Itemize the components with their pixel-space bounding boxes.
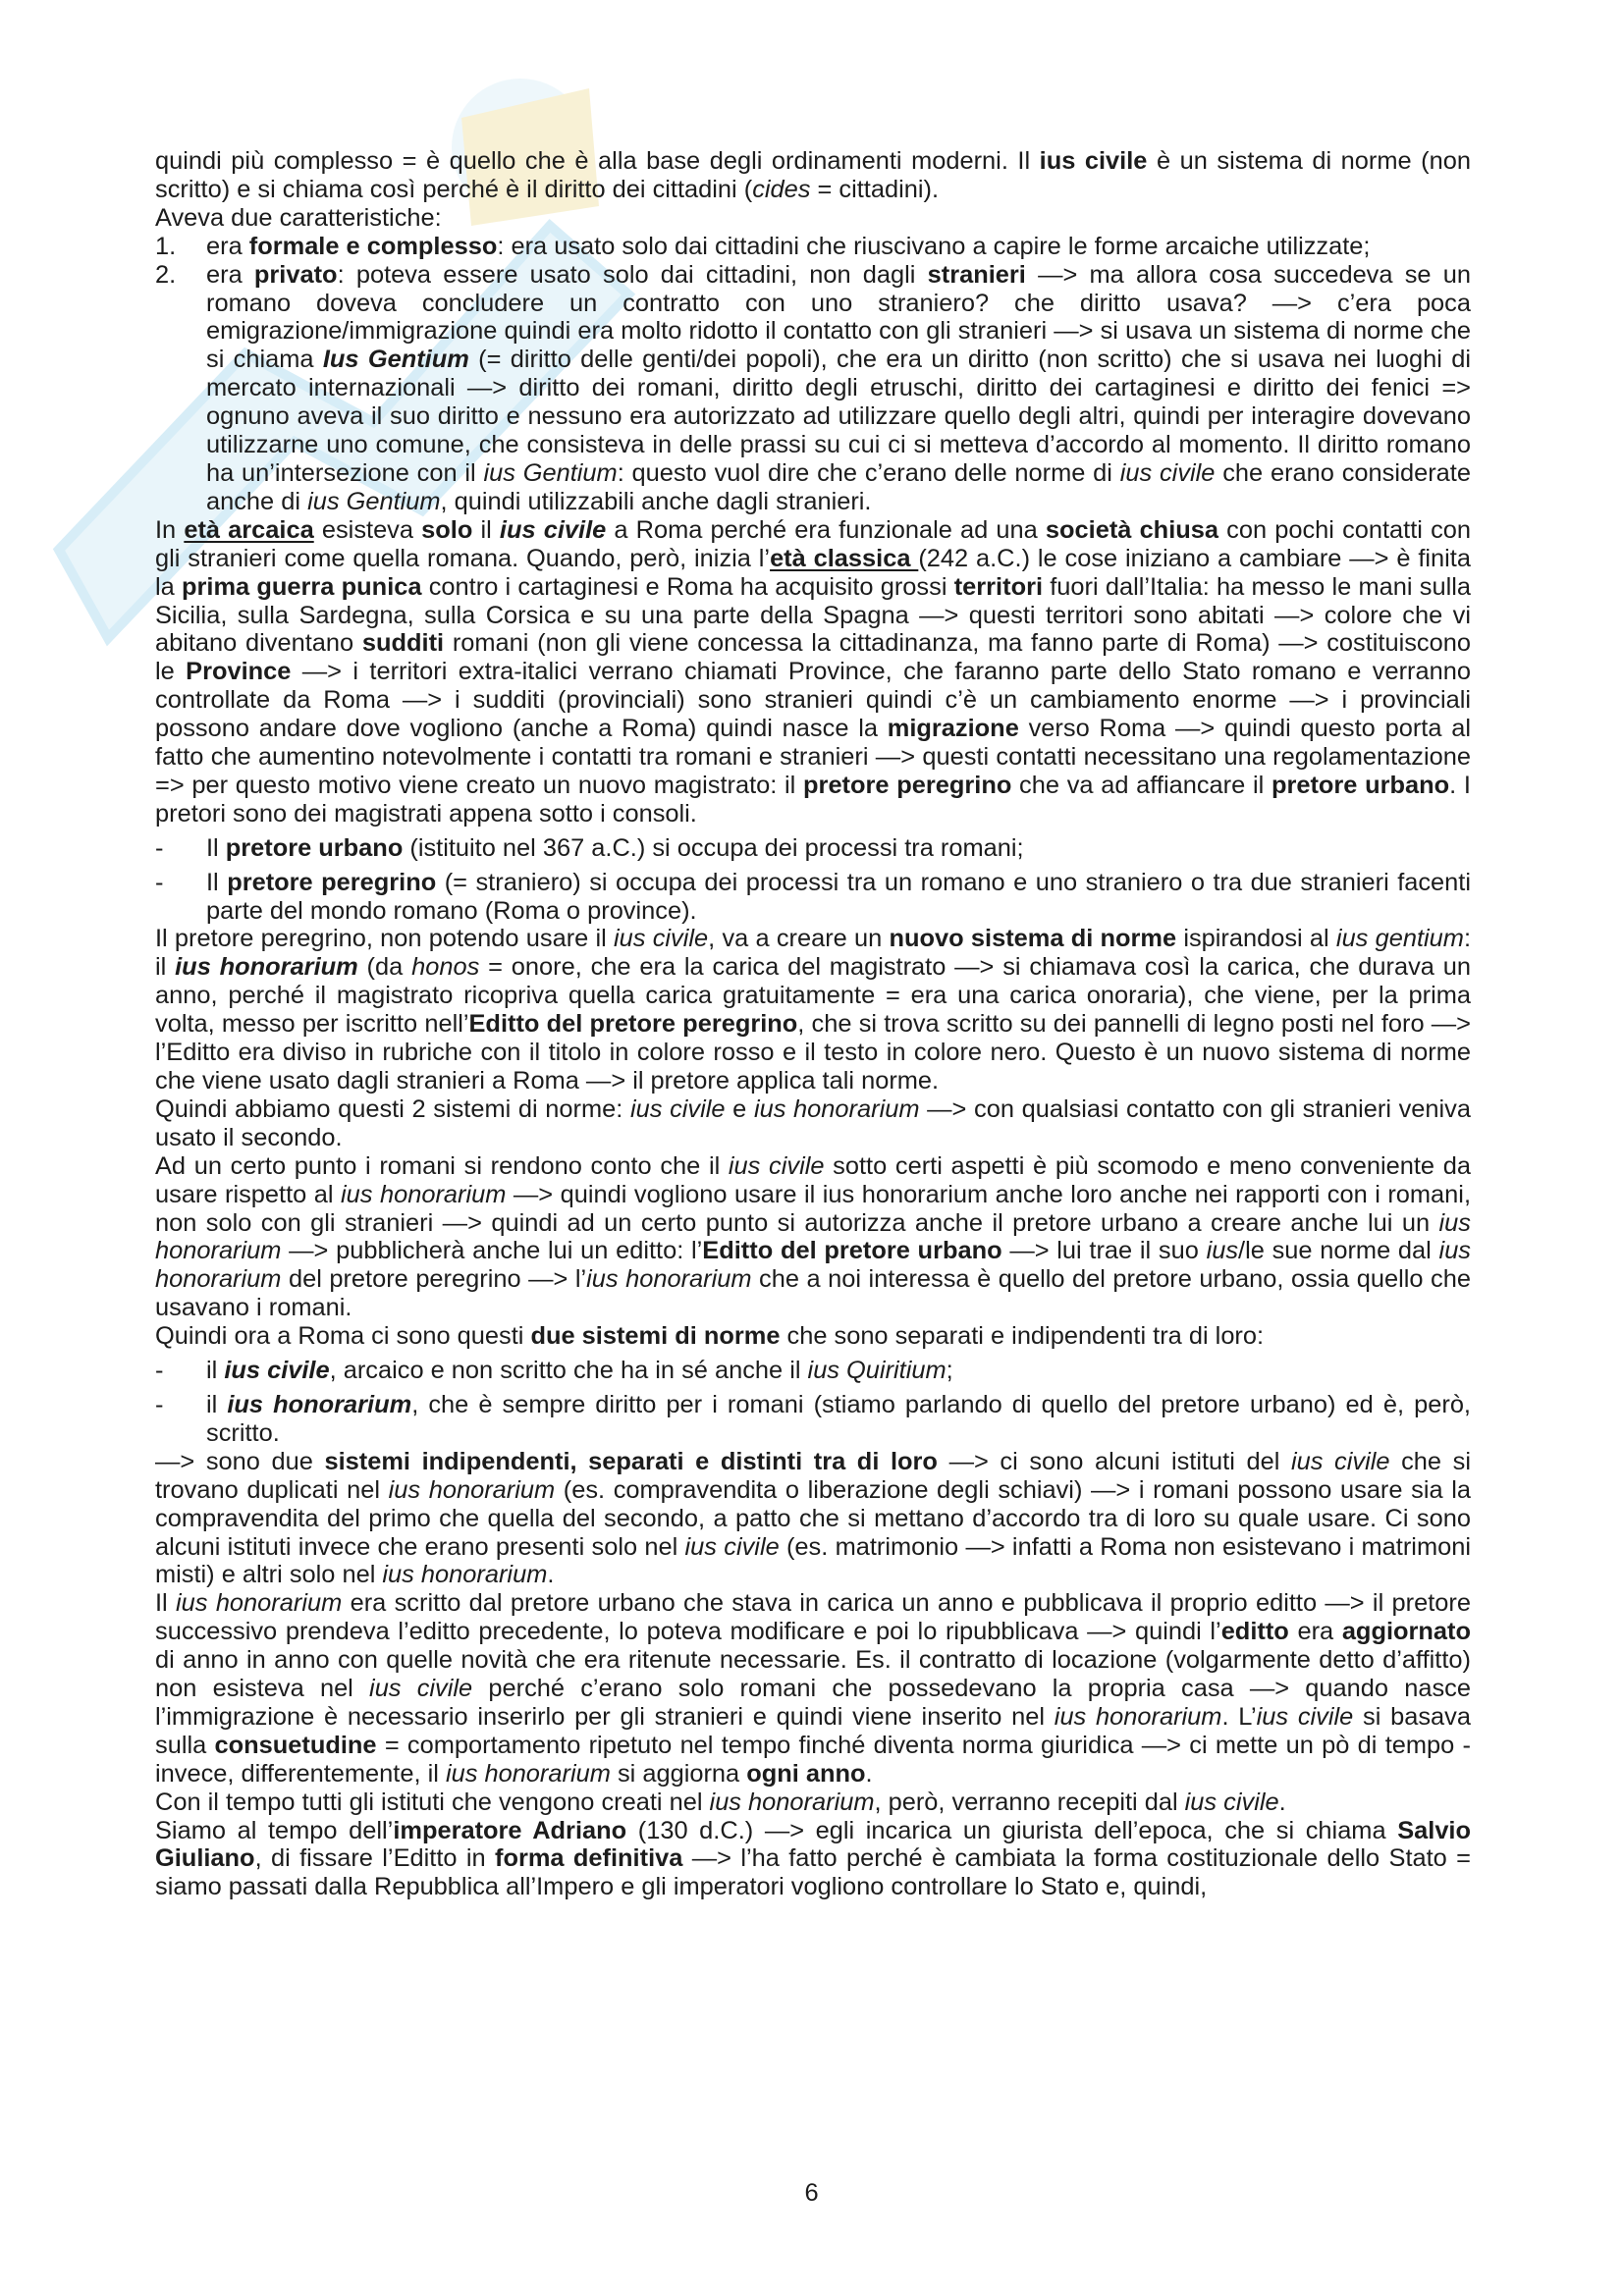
list-bullet: - (155, 868, 164, 896)
list-item: - il ius civile, arcaico e non scritto che ha in sé anche il ius Quiritium; (155, 1357, 953, 1385)
list-item: - Il pretore peregrino (= straniero) si occupa dei processi tra un romano e uno straniero o tra due stranieri facenti parte del mondo romano (Roma o province). (155, 868, 1471, 925)
paragraph: Aveva due caratteristiche: (155, 203, 442, 232)
paragraph: In età arcaica esisteva solo il ius civile a Roma perché era funzionale ad una società chiusa con pochi contatti con gli stranieri come quella romana. Quando, però, inizia l’età classica (242 a.C.) le cose iniziano a cambiare —> è finita la prima guerra punica contro i cartaginesi e Roma ha acquisito grossi territori fuori dall’Italia: ha messo le mani sulla Sicilia, sulla Sardegna, sulla Corsica e su una parte della Spagna —> questi territori sono abitati —> colore che vi abitano diventano sudditi romani (non gli viene concessa la cittadinanza, ma fanno parte di Roma) —> costituiscono le Province —> i territori extra-italici verrano chiamati Province, che faranno parte dello Stato romano e verranno controllate da Roma —> i sudditi (provinciali) sono stranieri quindi c’è un cambiamento enorme —> i provinciali possono andare dove vogliono (anche a Roma) quindi nasce la migrazione verso Roma —> quindi questo porta al fatto che aumentino notevolmente i contatti tra romani e stranieri —> questi contatti necessitano una regolamentazione => per questo motivo viene creato un nuovo magistrato: il pretore peregrino che va ad affiancare il pretore urbano. I pretori sono dei magistrati appena sotto i consoli. (155, 515, 1472, 828)
paragraph: Con il tempo tutti gli istituti che vengono creati nel ius honorarium, però, verranno recepiti dal ius civile. (155, 1788, 1286, 1816)
paragraph: Siamo al tempo dell’imperatore Adriano (130 d.C.) —> egli incarica un giurista dell’epoca, che si chiama Salvio Giuliano, di fissare l’Editto in forma definitiva —> l’ha fatto perché è cambiata la forma costituzionale dello Stato = siamo passati dalla Repubblica all’Impero e gli imperatori vogliono controllare lo Stato e, quindi, (155, 1816, 1471, 1901)
list-number: 1. (155, 232, 177, 260)
list-bullet: - (155, 1390, 164, 1418)
list-item: - Il pretore urbano (istituito nel 367 a.C.) si occupa dei processi tra romani; (155, 833, 1024, 862)
paragraph: Ad un certo punto i romani si rendono conto che il ius civile sotto certi aspetti è più scomodo e meno conveniente da usare rispetto al ius honorarium —> quindi vogliono usare il ius honorarium anche loro anche nei rapporti con i romani, non solo con gli stranieri —> quindi ad un certo punto si autorizza anche il pretore urbano a creare anche lui un ius honorarium —> pubblicherà anche lui un editto: l’Editto del pretore urbano —> lui trae il suo ius/le sue norme dal ius honorarium del pretore peregrino —> l’ius honorarium che a noi interessa è quello del pretore urbano, ossia quello che usavano i romani. (155, 1151, 1472, 1322)
paragraph: quindi più complesso = è quello che è alla base degli ordinamenti moderni. Il ius civile è un sistema di norme (non scritto) e si chiama così perché è il diritto dei cittadini (cides = cittadini). (155, 147, 1472, 203)
list-item: - il ius honorarium, che è sempre diritto per i romani (stiamo parlando di quello del pretore urbano) ed è, però, scritto. (155, 1390, 1471, 1447)
document-body (155, 147, 1471, 1901)
page-number: 6 (804, 2179, 819, 2207)
paragraph: Il pretore peregrino, non potendo usare il ius civile, va a creare un nuovo sistema di norme ispirandosi al ius gentium: il ius honorarium (da honos = onore, che era la carica del magistrato —> si chiamava così la carica, che durava un anno, perché il magistrato ricopriva quella carica gratuitamente = era una carica onoraria), che viene, per la prima volta, messo per iscritto nell’Editto del pretore peregrino, che si trova scritto su dei pannelli di legno posti nel foro —> l’Editto era diviso in rubriche con il titolo in colore rosso e il testo in colore nero. Questo è un nuovo sistema di norme che viene usato dagli stranieri a Roma —> il pretore applica tali norme. (155, 925, 1472, 1095)
paragraph: Il ius honorarium era scritto dal pretore urbano che stava in carica un anno e pubblicava il proprio editto —> il pretore successivo prendeva l’editto precedente, lo poteva modificare e poi lo ripubblicava —> quindi l’editto era aggiornato di anno in anno con quelle novità che era ritenute necessarie. Es. il contratto di locazione (volgarmente detto d’affitto) non esisteva nel ius civile perché c’erano solo romani che possedevano la propria casa —> quando nasce l’immigrazione è necessario inserirlo per gli stranieri e quindi viene inserito nel ius honorarium. L’ius civile si basava sulla consuetudine = comportamento ripetuto nel tempo finché diventa norma giuridica —> ci mette un pò di tempo - invece, differentemente, il ius honorarium si aggiorna ogni anno. (155, 1589, 1472, 1788)
paragraph: Quindi abbiamo questi 2 sistemi di norme: ius civile e ius honorarium —> con qualsiasi contatto con gli stranieri veniva usato il secondo. (155, 1095, 1472, 1151)
paragraph: —> sono due sistemi indipendenti, separati e distinti tra di loro —> ci sono alcuni istituti del ius civile che si trovano duplicati nel ius honorarium (es. compravendita o liberazione degli schiavi) —> i romani possono usare sia la compravendita del primo che quella del secondo, a patto che si mettano d’accordo tra di loro su quale usare. Ci sono alcuni istituti invece che erano presenti solo nel ius civile (es. matrimonio —> infatti a Roma non esistevano i matrimoni misti) e altri solo nel ius honorarium. (155, 1447, 1471, 1589)
paragraph: Quindi ora a Roma ci sono questi due sistemi di norme che sono separati e indipendenti tra di loro: (155, 1322, 1265, 1351)
list-item: 1. era formale e complesso: era usato solo dai cittadini che riuscivano a capire le forme arcaiche utilizzate; (155, 232, 1371, 260)
list-number: 2. (155, 260, 177, 289)
list-bullet: - (155, 1357, 164, 1385)
list-item: 2. era privato: poteva essere usato solo dai cittadini, non dagli stranieri —> ma allora cosa succedeva se un romano doveva concludere un contratto con uno straniero? che diritto usava? —> c’era poca emigrazione/immigrazione quindi era molto ridotto il contatto con gli stranieri —> si usava un sistema di norme che si chiama Ius Gentium (= diritto delle genti/dei popoli), che era un diritto (non scritto) che si usava nei luoghi di mercato internazionali —> diritto dei romani, diritto degli etruschi, diritto dei cartaginesi e diritto dei fenici => ognuno aveva il suo diritto e nessuno era autorizzato ad utilizzare quello degli altri, quindi per interagire dovevano utilizzarne uno comune, che consisteva in delle prassi su cui ci si metteva d’accordo al momento. Il diritto romano ha un’intersezione con il ius Gentium: questo vuol dire che c’erano delle norme di ius civile che erano considerate anche di ius Gentium, quindi utilizzabili anche dagli stranieri. (155, 260, 1472, 515)
list-bullet: - (155, 833, 164, 862)
